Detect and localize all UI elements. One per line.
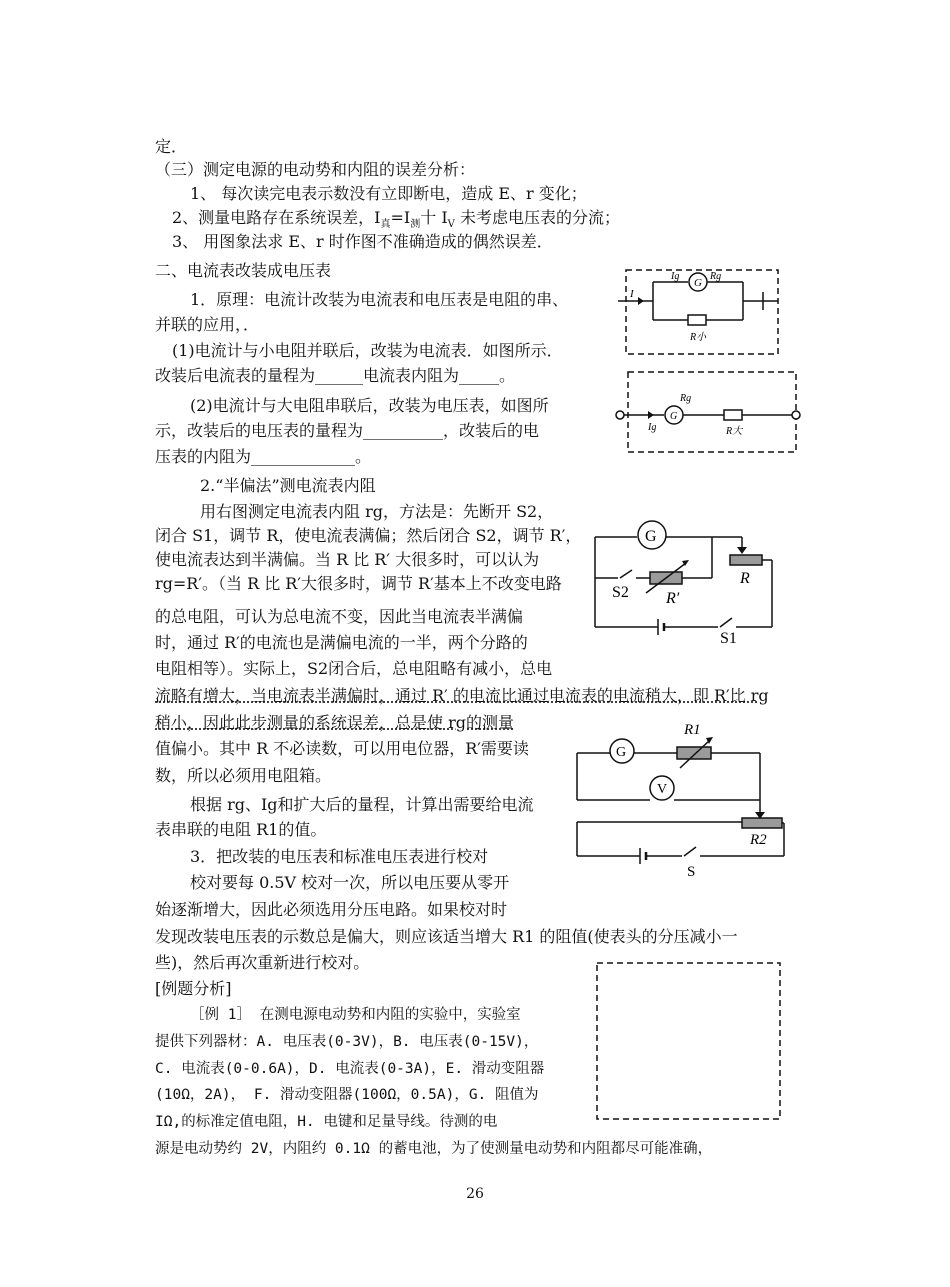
text-line: 稍小，因此此步测量的系统误差，总是使 rg的测量 [155, 713, 514, 732]
text-line: 使电流表达到半满偏。当 R 比 R′ 大很多时，可以认为 [155, 550, 540, 569]
figure-voltmeter-circuit [612, 370, 807, 455]
fig-label: Rg [710, 271, 722, 282]
text-run: 未考虑电压表的分流； [454, 208, 620, 227]
text-line: 源是电动势约 2V，内阻约 0.1Ω 的蓄电池，为了使测量电动势和内阻都尽可能准确， [155, 1141, 713, 1157]
text-run: =I [390, 208, 411, 227]
figure-calibration-circuit [572, 718, 792, 878]
text-line: ［例 1］ 在测电源电动势和内阻的实验中，实验室 [190, 1007, 521, 1023]
rheostat-icon [742, 818, 782, 828]
text-line: 根据 rg、Ig和扩大后的量程，计算出需要给电流 [190, 795, 534, 814]
fig-label: S1 [720, 630, 737, 647]
text-line: 表串联的电阻 R1的值。 [155, 820, 327, 839]
text-line: 3、 用图象法求 E、r 时作图不准确造成的偶然误差． [172, 232, 553, 251]
text-line: 值偏小。其中 R 不必读数，可以用电位器，R′需要读 [155, 739, 529, 758]
text-line: 电阻相等）。实际上，S2闭合后，总电阻略有减小，总电 [155, 659, 553, 678]
fig-label: G [694, 277, 702, 289]
subscript: 测 [410, 219, 421, 231]
terminal-icon [616, 411, 624, 419]
text-line: 用右图测定电流表内阻 rg，方法是：先断开 S2， [200, 502, 554, 521]
fig-label: G [645, 528, 657, 545]
text-line: rg=R′。（当 R 比 R′大很多时，调节 R′基本上不改变电路 [155, 574, 562, 593]
switch-icon [620, 570, 632, 578]
current-arrow-icon [638, 297, 644, 305]
section-heading: 二、电流表改装成电压表 [155, 261, 332, 280]
text-line: 定． [155, 137, 188, 156]
text-line: (10Ω，2A)， F. 滑动变阻器(100Ω，0.5A)，G. 阻值为 [155, 1087, 539, 1103]
figure-ammeter-circuit [618, 268, 788, 358]
subscript: 真 [380, 219, 391, 231]
text-line: 1、 每次读完电表示数没有立即断电，造成 E、r 变化； [190, 184, 587, 203]
current-arrow-icon [648, 411, 654, 419]
terminal-icon [792, 411, 800, 419]
text-line: 1．原理：电流计改装为电流表和电压表是电阻的串、 [190, 290, 569, 309]
fig-label: I [630, 288, 634, 300]
fig-label: G [616, 745, 627, 760]
text-line: 校对要每 0.5V 校对一次，所以电压要从零开 [190, 873, 510, 892]
fig-label: Ig [648, 422, 657, 433]
text-line: 压表的内阻为_____________。 [155, 447, 372, 466]
switch-icon [684, 847, 696, 856]
subscript: V [447, 219, 455, 231]
fig-label: G [670, 411, 678, 422]
text-line: IΩ,的标准定值电阻，H. 电键和足量导线。待测的电 [155, 1114, 498, 1130]
fig-label: Rg [680, 393, 692, 404]
section-heading: 2.“半偏法”测电流表内阻 [200, 476, 376, 495]
fig-label: R [740, 570, 750, 587]
text-line: C. 电流表(0-0.6A)，D. 电流表(0-3A)，E. 滑动变阻器 [155, 1061, 545, 1077]
text-line: 始逐渐增大，因此必须选用分压电路。如果校对时 [155, 900, 508, 919]
text-line: (1)电流计与小电阻并联后，改装为电流表．如图所示． [172, 341, 563, 360]
fig-label: R′ [666, 590, 680, 607]
text-line: 闭合 S1，调节 R，使电流表满偏；然后闭合 S2，调节 R′， [155, 526, 582, 545]
fig-label: R2 [750, 832, 767, 848]
section-heading: 3．把改装的电压表和标准电压表进行校对 [190, 847, 489, 866]
text-line: 发现改装电压表的示数总是偏大，则应该适当增大 R1 的阻值(使表头的分压减小一 [155, 927, 738, 946]
switch-icon [720, 618, 732, 627]
resistor-icon [688, 315, 706, 325]
text-line: 些)，然后再次重新进行校对。 [155, 953, 370, 972]
fig-label: R1 [684, 722, 701, 738]
section-heading: （三）测定电源的电动势和内阻的误差分析： [155, 160, 476, 179]
dashed-frame [628, 372, 796, 452]
fig-label: S2 [612, 584, 629, 601]
fig-label: R大 [726, 426, 743, 437]
section-heading: [例题分析] [155, 979, 232, 998]
text-run: 十 I [420, 208, 448, 227]
fig-label: Ig [671, 271, 680, 282]
text-run: 2、测量电路存在系统误差，I [172, 208, 381, 227]
figure-half-deflection-circuit [590, 515, 780, 645]
text-line: 示，改装后的电压表的量程为__________，改装后的电 [155, 421, 540, 440]
rheostat-icon [730, 555, 762, 565]
text-line: (2)电流计与大电阻串联后，改装为电压表，如图所 [190, 396, 549, 415]
text-line: 提供下列器材：A. 电压表(0-3V)，B. 电压表(0-15V)， [155, 1034, 539, 1050]
fig-label: S [687, 864, 696, 880]
fig-label: R小 [690, 332, 707, 343]
page-number: 26 [466, 1186, 484, 1202]
text-line: 流略有增大，当电流表半满偏时，通过 R′ 的电流比通过电流表的电流稍大，即 R′比 rg [155, 686, 769, 705]
resistor-icon [724, 410, 742, 420]
fig-label: V [657, 782, 668, 797]
text-line: 数，所以必须用电阻箱。 [155, 766, 332, 785]
text-line: 改装后电流表的量程为______电流表内阻为_____。 [155, 366, 516, 385]
text-line: 时，通过 R′的电流也是满偏电流的一半，两个分路的 [155, 633, 528, 652]
text-line: 并联的应用，． [155, 315, 260, 334]
answer-box [596, 962, 782, 1122]
resistor-box-icon [677, 747, 711, 759]
text-line: 的总电阻，可认为总电流不变，因此当电流表半满偏 [155, 607, 524, 626]
